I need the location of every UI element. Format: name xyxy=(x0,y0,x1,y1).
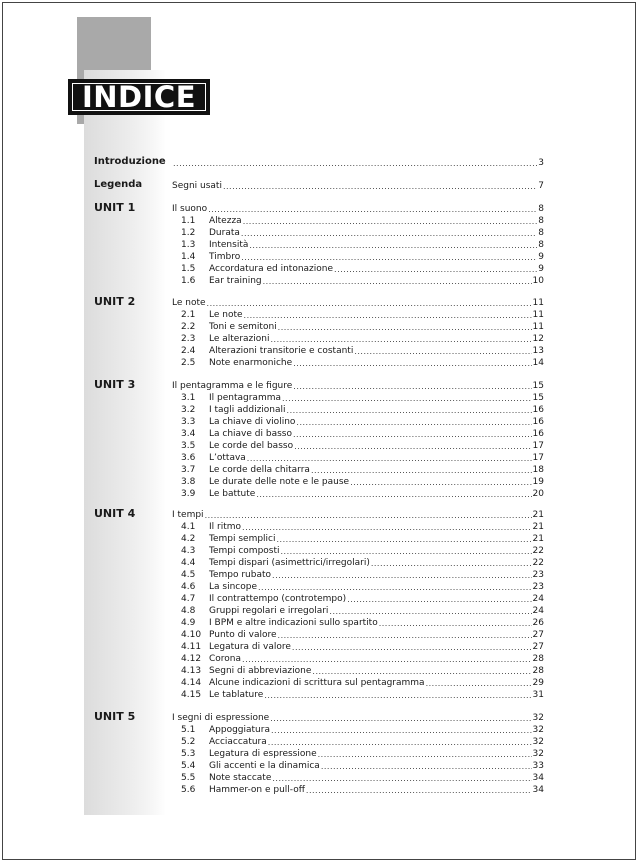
entry-title: I BPM e altre indicazioni sullo spartito xyxy=(209,618,378,628)
dot-leader xyxy=(272,570,532,581)
dot-leader xyxy=(241,252,537,263)
entry-number: 3.5 xyxy=(181,441,196,451)
dot-leader xyxy=(294,441,531,452)
entry-title: Acciaccatura xyxy=(209,737,267,747)
entry-number: 1.5 xyxy=(181,264,196,274)
entry-page: 17 xyxy=(532,453,544,463)
entry-title: Timbro xyxy=(209,252,241,262)
toc-entry xyxy=(172,180,544,192)
entry-title: Altezza xyxy=(209,216,242,226)
toc-entry xyxy=(172,157,544,169)
section-label: UNIT 5 xyxy=(94,710,136,723)
toc-entry xyxy=(181,309,544,321)
entry-page: 7 xyxy=(538,181,544,191)
entry-title: Il contrattempo (controtempo) xyxy=(209,594,347,604)
entry-number: 4.2 xyxy=(181,534,196,544)
toc-entry xyxy=(181,617,544,629)
entry-title: Il suono xyxy=(172,204,208,214)
toc-entry xyxy=(181,689,544,701)
entry-number: 5.3 xyxy=(181,749,196,759)
dot-leader xyxy=(293,358,531,369)
dot-leader xyxy=(271,725,532,736)
entry-title: Tempo rubato xyxy=(209,570,272,580)
dot-leader xyxy=(241,228,537,239)
entry-number: 1.6 xyxy=(181,276,196,286)
dot-leader xyxy=(329,606,531,617)
entry-page: 28 xyxy=(532,654,544,664)
entry-number: 2.5 xyxy=(181,358,196,368)
dot-leader xyxy=(379,618,532,629)
dot-leader xyxy=(173,158,537,169)
toc-entry xyxy=(172,203,544,215)
toc-entry xyxy=(181,275,544,287)
toc-entry xyxy=(181,239,544,251)
entry-page: 14 xyxy=(532,358,544,368)
toc-entry xyxy=(172,712,544,724)
section-label: UNIT 1 xyxy=(94,201,136,214)
entry-number: 3.2 xyxy=(181,405,196,415)
entry-page: 11 xyxy=(532,298,544,308)
dot-leader xyxy=(268,737,532,748)
entry-number: 5.4 xyxy=(181,761,196,771)
dot-leader xyxy=(296,417,531,428)
entry-number: 4.9 xyxy=(181,618,196,628)
toc-entry xyxy=(181,665,544,677)
entry-page: 22 xyxy=(532,546,544,556)
dot-leader xyxy=(263,276,532,287)
entry-title: Tempi composti xyxy=(209,546,280,556)
page-title: INDICE xyxy=(81,79,196,114)
toc-entry xyxy=(181,772,544,784)
entry-title: Appoggiatura xyxy=(209,725,270,735)
dot-leader xyxy=(354,346,531,357)
toc-entry xyxy=(181,724,544,736)
entry-title: L’ottava xyxy=(209,453,246,463)
entry-page: 9 xyxy=(538,252,544,262)
entry-page: 27 xyxy=(532,642,544,652)
dot-leader xyxy=(281,546,532,557)
toc-entry xyxy=(181,333,544,345)
section-label: UNIT 2 xyxy=(94,295,136,308)
entry-number: 4.12 xyxy=(181,654,202,664)
toc-entry xyxy=(181,215,544,227)
toc-entry xyxy=(181,629,544,641)
dot-leader xyxy=(242,654,532,665)
entry-page: 32 xyxy=(532,749,544,759)
entry-title: I segni di espressione xyxy=(172,713,270,723)
dot-leader xyxy=(243,216,538,227)
entry-title: Le battute xyxy=(209,489,256,499)
dot-leader xyxy=(347,594,531,605)
entry-page: 13 xyxy=(532,346,544,356)
toc-entry xyxy=(181,251,544,263)
entry-number: 5.1 xyxy=(181,725,196,735)
dot-leader xyxy=(318,749,532,760)
dot-leader xyxy=(277,534,532,545)
entry-number: 5.6 xyxy=(181,785,196,795)
toc-entry xyxy=(181,748,544,760)
dot-leader xyxy=(426,678,532,689)
entry-title: La sincope xyxy=(209,582,257,592)
toc-entry xyxy=(181,452,544,464)
entry-title: Note staccate xyxy=(209,773,272,783)
section-label: UNIT 4 xyxy=(94,507,136,520)
dot-leader xyxy=(244,310,532,321)
dot-leader xyxy=(278,630,532,641)
toc-entry xyxy=(181,227,544,239)
dot-leader xyxy=(258,582,532,593)
dot-leader xyxy=(272,773,531,784)
section-label: Introduzione xyxy=(94,156,166,167)
dot-leader xyxy=(205,510,532,521)
entry-title: Segni di abbreviazione xyxy=(209,666,312,676)
entry-title: Gruppi regolari e irregolari xyxy=(209,606,329,616)
entry-title: Le durate delle note e le pause xyxy=(209,477,350,487)
entry-page: 32 xyxy=(532,725,544,735)
entry-title: La chiave di violino xyxy=(209,417,296,427)
dot-leader xyxy=(293,381,531,392)
entry-number: 1.1 xyxy=(181,216,196,226)
entry-page: 8 xyxy=(538,216,544,226)
entry-number: 3.6 xyxy=(181,453,196,463)
entry-title: Le tablature xyxy=(209,690,264,700)
entry-number: 3.4 xyxy=(181,429,196,439)
entry-page: 16 xyxy=(532,405,544,415)
entry-page: 26 xyxy=(532,618,544,628)
dot-leader xyxy=(293,429,532,440)
entry-title: Ear training xyxy=(209,276,262,286)
dot-leader xyxy=(270,713,531,724)
dot-leader xyxy=(287,405,532,416)
toc-entry xyxy=(181,416,544,428)
entry-page: 34 xyxy=(532,773,544,783)
toc-entry xyxy=(181,521,544,533)
entry-title: I tagli addizionali xyxy=(209,405,286,415)
entry-title: Tempi dispari (asimettrici/irregolari) xyxy=(209,558,370,568)
dot-leader xyxy=(207,298,532,309)
entry-number: 3.8 xyxy=(181,477,196,487)
toc-entry xyxy=(181,533,544,545)
entry-page: 19 xyxy=(532,477,544,487)
entry-number: 3.1 xyxy=(181,393,196,403)
toc-entry xyxy=(181,357,544,369)
dot-leader xyxy=(247,453,532,464)
entry-title: Accordatura ed intonazione xyxy=(209,264,334,274)
entry-number: 2.4 xyxy=(181,346,196,356)
entry-number: 2.3 xyxy=(181,334,196,344)
dot-leader xyxy=(208,204,537,215)
entry-number: 1.4 xyxy=(181,252,196,262)
entry-page: 16 xyxy=(532,417,544,427)
toc-entry xyxy=(181,593,544,605)
entry-number: 4.3 xyxy=(181,546,196,556)
entry-title: Le note xyxy=(172,298,206,308)
entry-title: Il ritmo xyxy=(209,522,242,532)
entry-number: 4.6 xyxy=(181,582,196,592)
entry-page: 27 xyxy=(532,630,544,640)
entry-title: Note enarmoniche xyxy=(209,358,293,368)
dot-leader xyxy=(350,477,531,488)
toc-entry xyxy=(172,509,544,521)
entry-page: 8 xyxy=(538,240,544,250)
dot-leader xyxy=(249,240,537,251)
entry-page: 24 xyxy=(532,594,544,604)
toc-entry xyxy=(181,428,544,440)
dot-leader xyxy=(223,181,537,192)
entry-number: 1.2 xyxy=(181,228,196,238)
entry-page: 23 xyxy=(532,582,544,592)
entry-title: Le note xyxy=(209,310,243,320)
entry-title: Alterazioni transitorie e costanti xyxy=(209,346,354,356)
dot-leader xyxy=(306,785,532,796)
entry-title: Gli accenti e la dinamica xyxy=(209,761,320,771)
dot-leader xyxy=(242,522,532,533)
toc-entry xyxy=(181,404,544,416)
entry-page: 11 xyxy=(532,322,544,332)
toc-entry xyxy=(181,345,544,357)
entry-page: 33 xyxy=(532,761,544,771)
entry-title: Segni usati xyxy=(172,181,222,191)
entry-title: Toni e semitoni xyxy=(209,322,277,332)
entry-number: 5.2 xyxy=(181,737,196,747)
entry-page: 9 xyxy=(538,264,544,274)
entry-page: 24 xyxy=(532,606,544,616)
toc-entry xyxy=(181,392,544,404)
toc-entry xyxy=(181,557,544,569)
entry-number: 4.1 xyxy=(181,522,196,532)
entry-title: Intensità xyxy=(209,240,249,250)
toc-entry xyxy=(181,464,544,476)
entry-page: 34 xyxy=(532,785,544,795)
entry-number: 4.10 xyxy=(181,630,202,640)
toc-entry xyxy=(181,677,544,689)
toc-entry xyxy=(181,760,544,772)
entry-number: 3.3 xyxy=(181,417,196,427)
entry-page: 8 xyxy=(538,204,544,214)
entry-page: 22 xyxy=(532,558,544,568)
entry-page: 8 xyxy=(538,228,544,238)
entry-title: Punto di valore xyxy=(209,630,277,640)
dot-leader xyxy=(264,690,531,701)
entry-page: 16 xyxy=(532,429,544,439)
entry-page: 21 xyxy=(532,510,544,520)
entry-page: 20 xyxy=(532,489,544,499)
entry-number: 4.14 xyxy=(181,678,202,688)
dot-leader xyxy=(371,558,532,569)
entry-page: 32 xyxy=(532,737,544,747)
entry-title: Tempi semplici xyxy=(209,534,276,544)
entry-title: Legatura di espressione xyxy=(209,749,317,759)
toc-entry xyxy=(172,380,544,392)
dot-leader xyxy=(312,666,531,677)
entry-title: La chiave di basso xyxy=(209,429,292,439)
entry-title: Il pentagramma xyxy=(209,393,281,403)
toc-entry xyxy=(181,641,544,653)
entry-number: 4.5 xyxy=(181,570,196,580)
entry-number: 3.9 xyxy=(181,489,196,499)
toc-entry xyxy=(181,488,544,500)
dot-leader xyxy=(334,264,537,275)
section-label: Legenda xyxy=(94,179,143,190)
entry-page: 28 xyxy=(532,666,544,676)
entry-page: 32 xyxy=(532,713,544,723)
entry-title: Hammer-on e pull-off xyxy=(209,785,305,795)
entry-page: 17 xyxy=(532,441,544,451)
entry-page: 23 xyxy=(532,570,544,580)
entry-page: 21 xyxy=(532,534,544,544)
toc-entry xyxy=(181,605,544,617)
toc-entry xyxy=(172,297,544,309)
toc-entry xyxy=(181,545,544,557)
entry-title: Le corde della chitarra xyxy=(209,465,310,475)
entry-page: 18 xyxy=(532,465,544,475)
entry-title: Corona xyxy=(209,654,242,664)
entry-page: 15 xyxy=(532,381,544,391)
dot-leader xyxy=(282,393,532,404)
entry-number: 1.3 xyxy=(181,240,196,250)
entry-number: 2.2 xyxy=(181,322,196,332)
dot-leader xyxy=(271,334,532,345)
entry-page: 12 xyxy=(532,334,544,344)
toc-entry xyxy=(181,569,544,581)
toc-entry xyxy=(181,263,544,275)
section-label: UNIT 3 xyxy=(94,378,136,391)
entry-title: Le corde del basso xyxy=(209,441,294,451)
toc-entry xyxy=(181,736,544,748)
entry-number: 4.7 xyxy=(181,594,196,604)
toc-entry xyxy=(181,321,544,333)
toc-entry xyxy=(181,440,544,452)
entry-number: 4.15 xyxy=(181,690,202,700)
toc-entry xyxy=(181,476,544,488)
entry-page: 11 xyxy=(532,310,544,320)
entry-title: Legatura di valore xyxy=(209,642,291,652)
entry-page: 10 xyxy=(532,276,544,286)
entry-title: I tempi xyxy=(172,510,204,520)
entry-title: Alcune indicazioni di scrittura sul pentagramma xyxy=(209,678,425,688)
entry-page: 15 xyxy=(532,393,544,403)
entry-title: Durata xyxy=(209,228,240,238)
entry-number: 4.13 xyxy=(181,666,202,676)
dot-leader xyxy=(321,761,532,772)
entry-number: 2.1 xyxy=(181,310,196,320)
entry-number: 3.7 xyxy=(181,465,196,475)
toc-entry xyxy=(181,581,544,593)
entry-number: 4.4 xyxy=(181,558,196,568)
dot-leader xyxy=(256,489,531,500)
toc-entry xyxy=(181,784,544,796)
entry-page: 21 xyxy=(532,522,544,532)
dot-leader xyxy=(278,322,532,333)
entry-page: 29 xyxy=(532,678,544,688)
entry-number: 4.8 xyxy=(181,606,196,616)
entry-page: 31 xyxy=(532,690,544,700)
toc-entry xyxy=(181,653,544,665)
dot-leader xyxy=(311,465,532,476)
entry-number: 4.11 xyxy=(181,642,202,652)
entry-page: 3 xyxy=(538,158,544,168)
entry-title: Le alterazioni xyxy=(209,334,270,344)
dot-leader xyxy=(292,642,532,653)
entry-title: Il pentagramma e le figure xyxy=(172,381,293,391)
entry-number: 5.5 xyxy=(181,773,196,783)
